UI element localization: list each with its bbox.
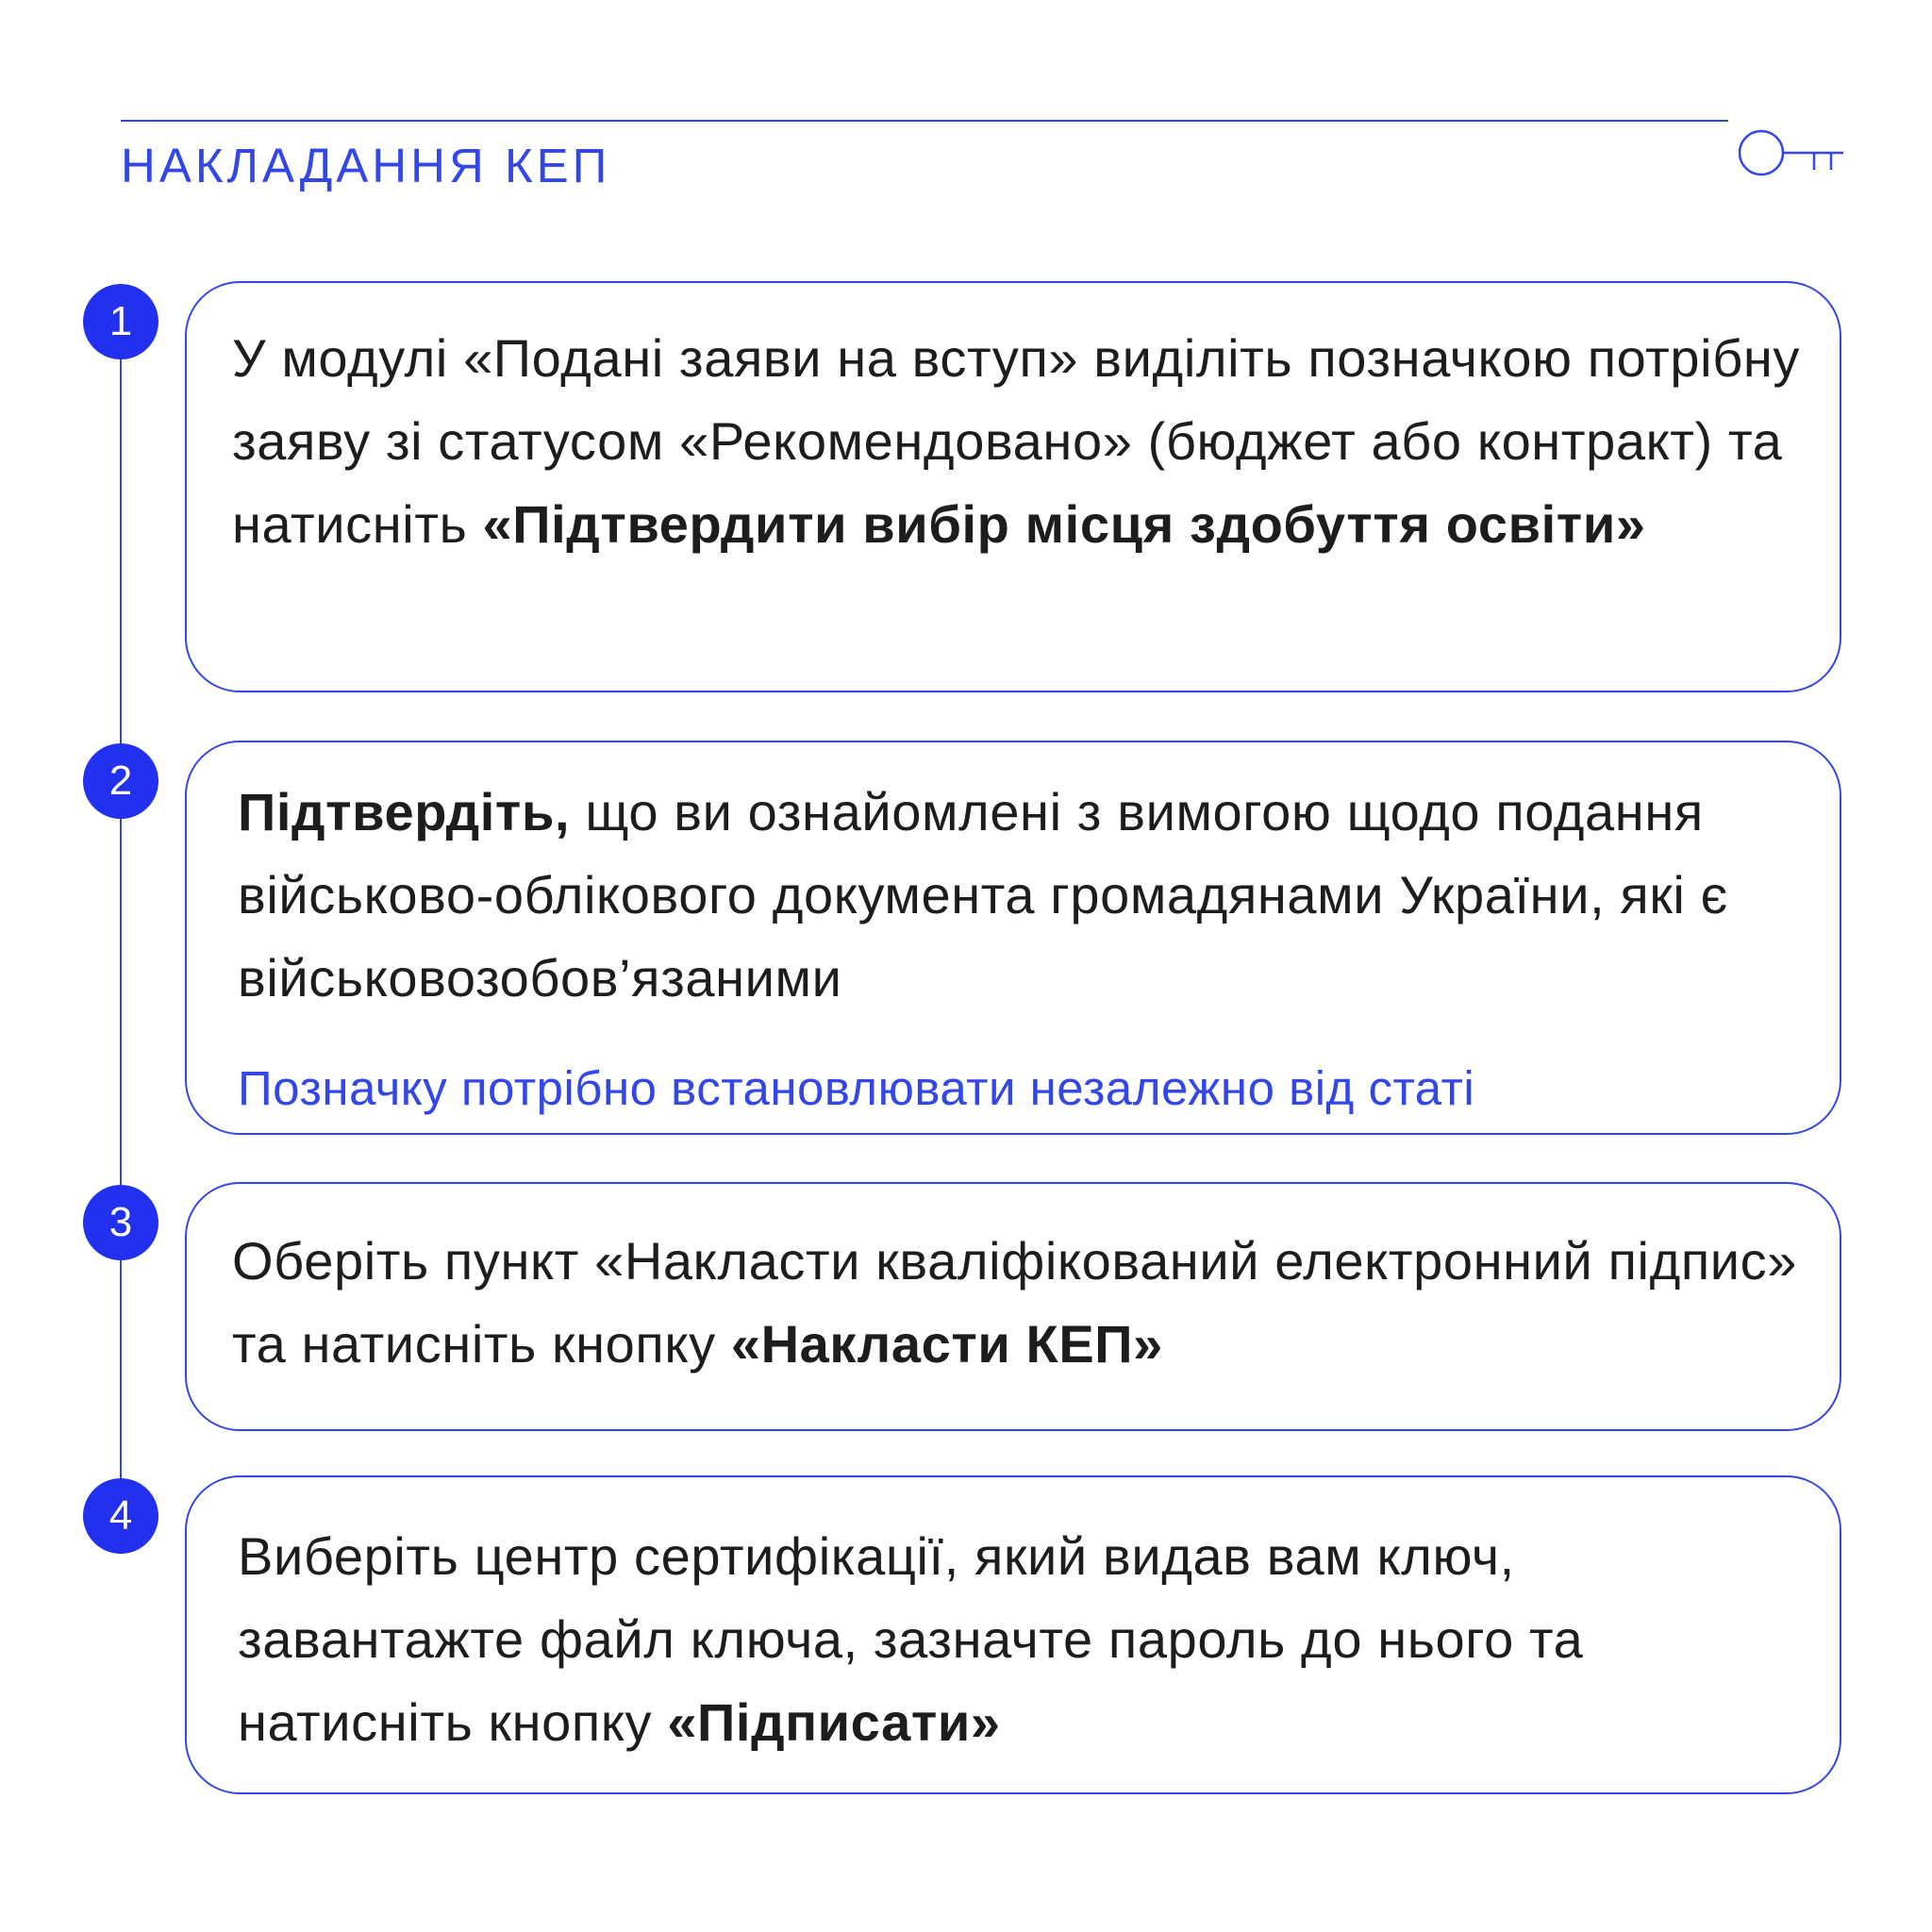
step-number-badge: 3	[83, 1185, 158, 1260]
step-1-text	[232, 317, 1817, 566]
step-card-4	[185, 1475, 1841, 1794]
step-number-badge: 4	[83, 1478, 158, 1554]
step-4-text-bold: «Підписати»	[667, 1692, 1001, 1752]
step-2-text-regular: що ви ознайомлені з вимогою щодо подання військово-облікового документа громадянами України, які є військовозобов’язаними	[238, 782, 1728, 1008]
step-2-text	[238, 771, 1785, 1020]
header-divider	[121, 120, 1728, 122]
step-2-text-bold: Підтвердіть,	[238, 782, 571, 841]
step-3-text-bold: «Накласти КЕП»	[730, 1314, 1163, 1374]
timeline-connector	[120, 321, 122, 1524]
step-1-text-regular: У модулі «Подані заяви на вступ» виділіть позначкою потрібну заяву зі статусом «Рекомендовано» (бюджет або контракт) та натисніть	[232, 328, 1800, 554]
step-card-2	[185, 741, 1841, 1135]
key-icon	[1739, 126, 1844, 179]
step-number-badge: 1	[83, 284, 158, 359]
step-card-1	[185, 281, 1841, 692]
step-2-note: Позначку потрібно встановлювати незалежно від статі	[238, 1061, 1475, 1115]
step-3-text-regular: Оберіть пункт «Накласти кваліфікований електронний підпис» та натисніть кнопку	[232, 1231, 1797, 1374]
step-number-badge: 2	[83, 743, 158, 819]
page-title: НАКЛАДАННЯ КЕП	[121, 139, 611, 192]
step-4-text	[238, 1515, 1785, 1764]
step-card-3	[185, 1182, 1841, 1431]
step-3-text	[232, 1220, 1817, 1386]
step-4-text-regular: Виберіть центр сертифікації, який видав вам ключ, завантажте файл ключа, зазначте пароль до нього та натисніть кнопку	[238, 1526, 1584, 1752]
step-1-text-bold: «Підтвердити вибір місця здобуття освіти»	[482, 494, 1646, 554]
